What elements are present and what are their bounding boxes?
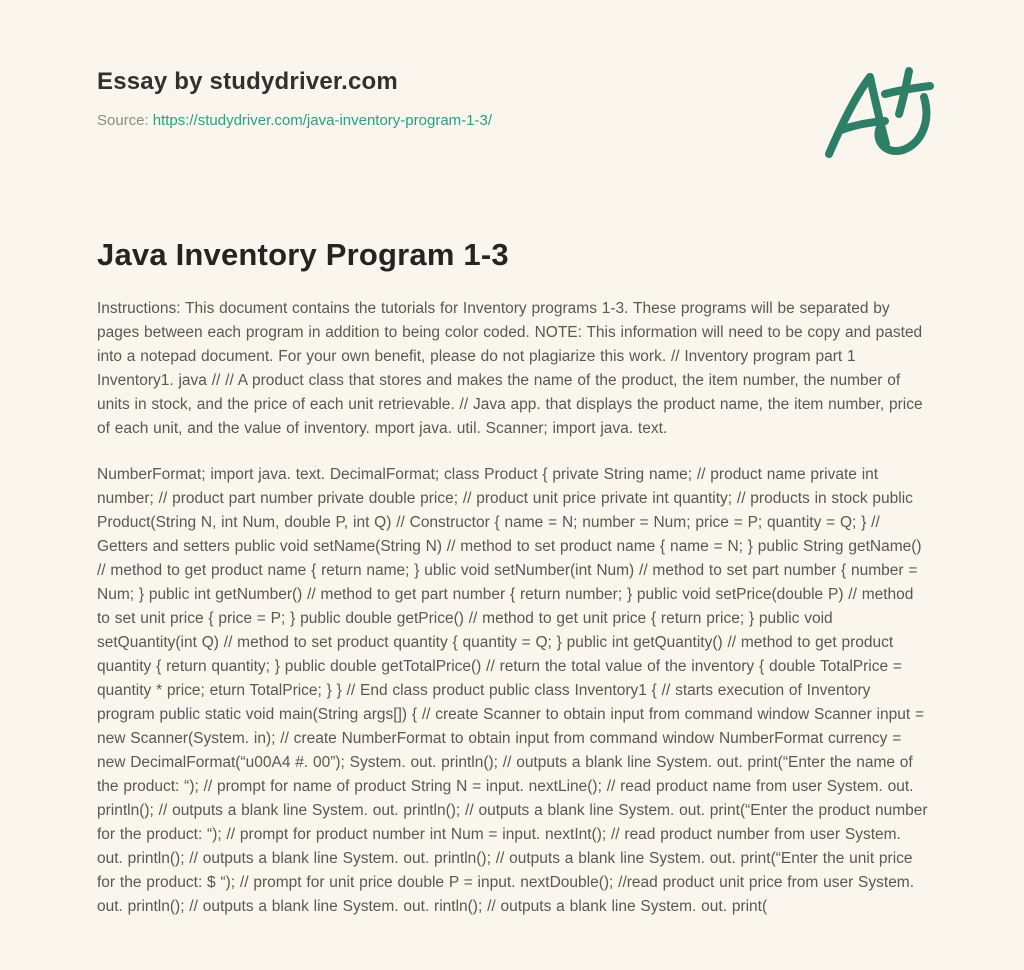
article-title: Java Inventory Program 1-3 — [97, 237, 509, 272]
source-line — [97, 112, 929, 129]
logo-a-left-leg — [829, 77, 870, 154]
a-plus-icon — [822, 64, 944, 166]
page-header — [97, 68, 929, 129]
article-paragraph-2: NumberFormat; import java. text. DecimalFormat; class Product { private String name; // product name private int number; // product part number private double price; // product unit price private int quantity; // products in stock public Product(String N, int Num, double P, int Q) // Constructor { name = N; number = Num; price = P; quantity = Q; } // Getters and setters public void setName(String N) // method to set product name { name = N; } public String getName() // method to get product name { return name; } ublic void setNumber(int Num) // method to set part number { number = Num; } public int getNumber() // method to get part number { return number; } public void setPrice(double P) // method to set unit price { price = P; } public double getPrice() // method to get unit price { return price; } public void setQuantity(int Q) // method to set product quantity { quantity = Q; } public int getQuantity() // method to get product quantity { return quantity; } public double getTotalPrice() // return the total value of the inventory { double TotalPrice = quantity * price; eturn TotalPrice; } } // End class product public class Inventory1 { // starts execution of Inventory program public static void main(String args[]) { // create Scanner to obtain input from command window Scanner input = new Scanner(System. in); // create NumberFormat to obtain input from command window NumberFormat currency = new DecimalFormat(“u00A4 #. 00”); System. out. println(); // outputs a blank line System. out. print(“Enter the name of the product: “); // prompt for name of product String N = input. nextLine(); // read product name from user System. out. println(); // outputs a blank line System. out. println(); // outputs a blank line System. out. print(“Enter the product number for the product: “); // prompt for product number int Num = input. nextInt(); // read product number from user System. out. println(); // outputs a blank line System. out. println(); // outputs a blank line System. out. print(“Enter the unit price for the product: $ “); // prompt for unit price double P = input. nextDouble(); //read product unit price from user System. out. println(); // outputs a blank line System. out. rintln(); // outputs a blank line System. out. print( — [97, 466, 928, 915]
studydriver-logo — [822, 64, 944, 166]
page-header-title: Essay by studydriver.com — [97, 68, 398, 95]
source-label: Source: — [97, 112, 149, 129]
source-link[interactable]: https://studydriver.com/java-inventory-program-1-3/ — [152, 112, 492, 129]
logo-plus-horizontal — [885, 86, 930, 94]
article-paragraph-1: Instructions: This document contains the tutorials for Inventory programs 1-3. These programs will be separated by pages between each program in addition to being color coded. NOTE: This information will need to be copy and pasted into a notepad document. For your own benefit, please do not plagiarize this work. // Inventory program part 1 Inventory1. java // // A product class that stores and makes the name of the product, the item number, the number of units in stock, and the price of each unit retrievable. // Java app. that displays the product name, the item number, price of each unit, and the value of inventory. mport java. util. Scanner; import java. text. — [97, 300, 923, 437]
